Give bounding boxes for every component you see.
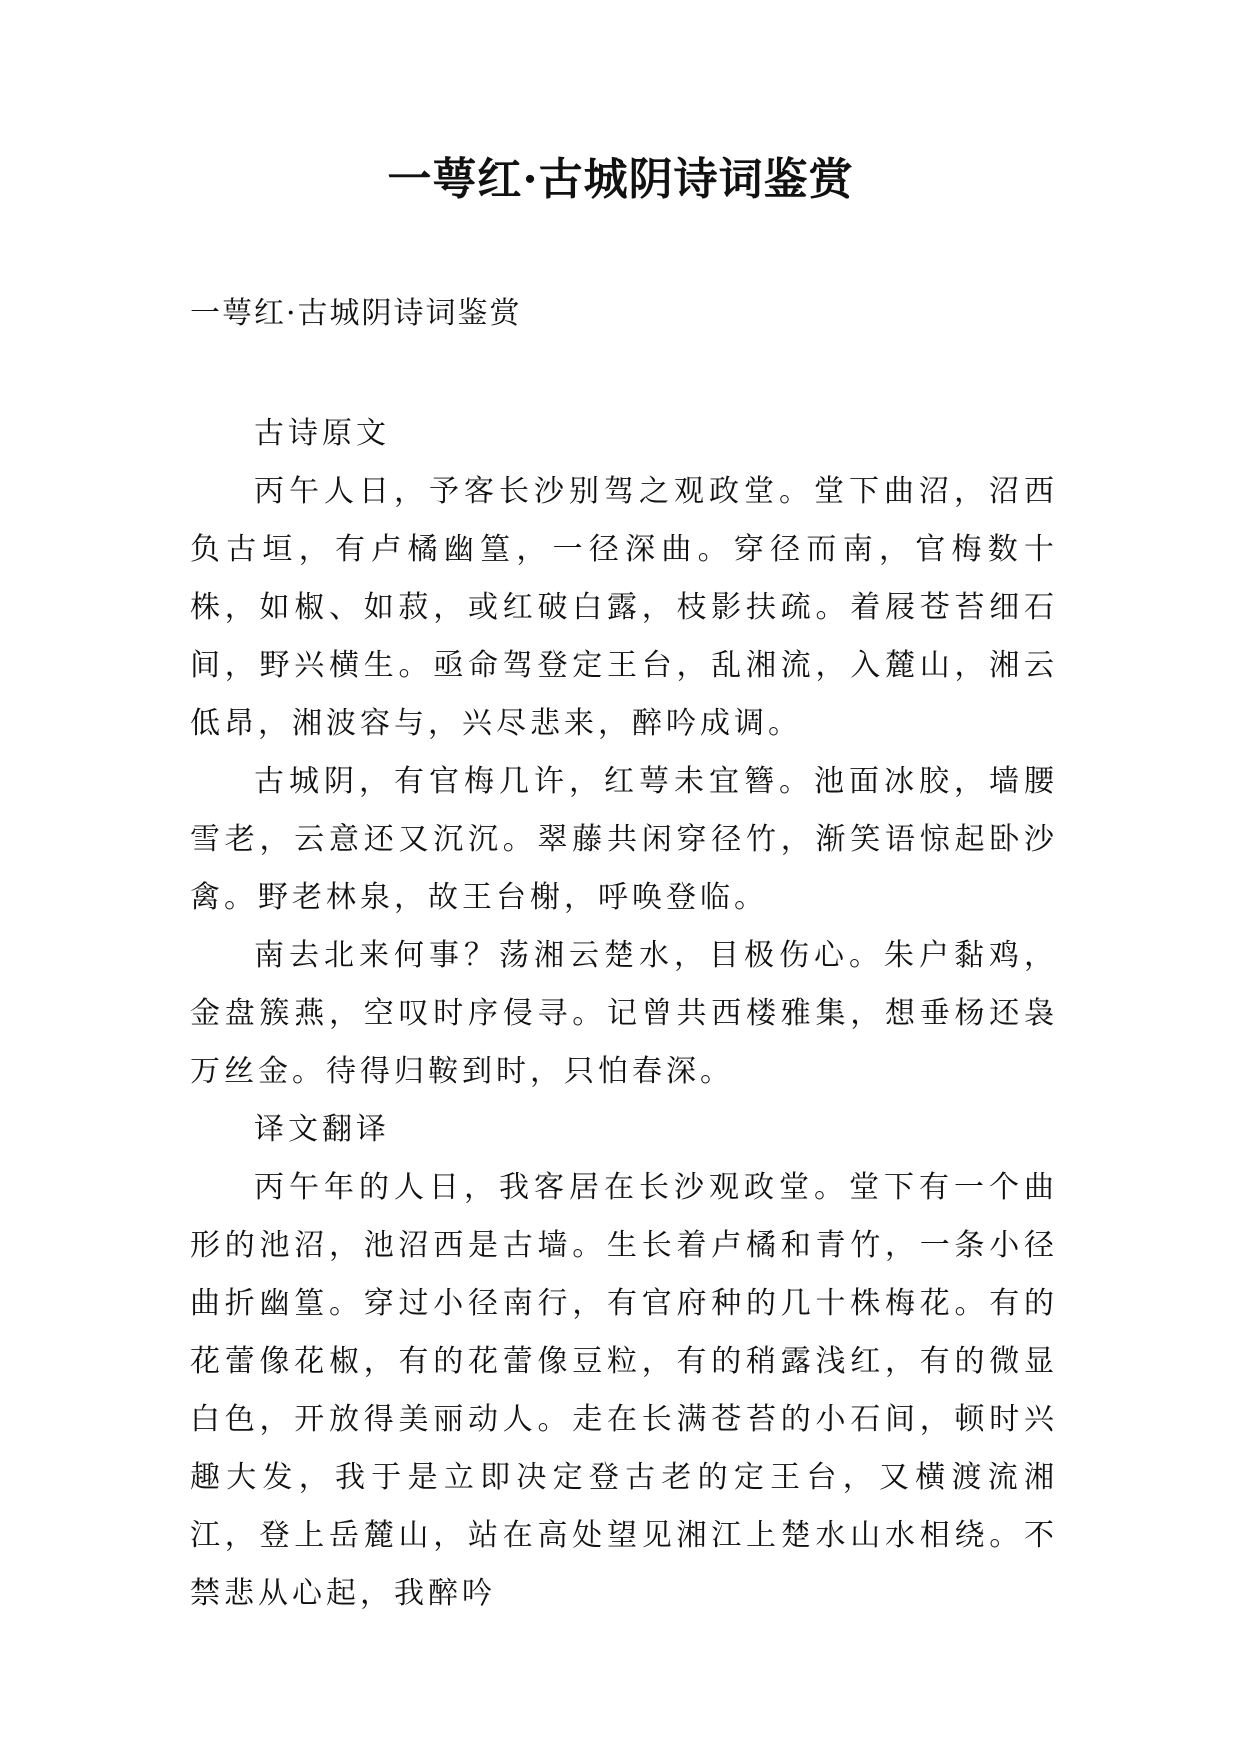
translation-paragraph: 丙午年的人日，我客居在长沙观政堂。堂下有一个曲形的池沼，池沼西是古墙。生长着卢橘和青竹，一条小径曲折幽篁。穿过小径南行，有官府种的几十株梅花。有的花蕾像花椒，有的花蕾像豆粒，有的稍露浅红，有的微显白色，开放得美丽动人。走在长满苍苔的小石间，顿时兴趣大发，我于是立即决定登古老的定王台，又横渡流湘江，登上岳麓山，站在高处望见湘江上楚水山水相绕。不禁悲从心起，我醉吟: [190, 1170, 1058, 1611]
document-subtitle: 一萼红·古城阴诗词鉴赏: [190, 296, 522, 331]
original-poem-stanza-1: 古城阴，有官梅几许，红萼未宜簪。池面冰胶，墙腰雪老，云意还又沉沉。翠藤共闲穿径竹，渐笑语惊起卧沙禽。野老林泉，故王台榭，呼唤登临。: [190, 764, 1058, 915]
original-poem-stanza-2: 南去北来何事？荡湘云楚水，目极伤心。朱户黏鸡，金盘簇燕，空叹时序侵寻。记曾共西楼雅集，想垂杨还袅万丝金。待得归鞍到时，只怕春深。: [190, 938, 1058, 1089]
document-title: 一萼红·古城阴诗词鉴赏: [387, 154, 854, 205]
translation-heading: 译文翻译: [254, 1112, 390, 1147]
original-text-heading: 古诗原文: [254, 416, 390, 451]
document-body: [190, 405, 1058, 1623]
original-preface-paragraph: 丙午人日，予客长沙别驾之观政堂。堂下曲沼，沼西负古垣，有卢橘幽篁，一径深曲。穿径而南，官梅数十株，如椒、如菽，或红破白露，枝影扶疏。着屐苍苔细石间，野兴横生。亟命驾登定王台，乱湘流，入麓山，湘云低昂，湘波容与，兴尽悲来，醉吟成调。: [190, 474, 1058, 741]
